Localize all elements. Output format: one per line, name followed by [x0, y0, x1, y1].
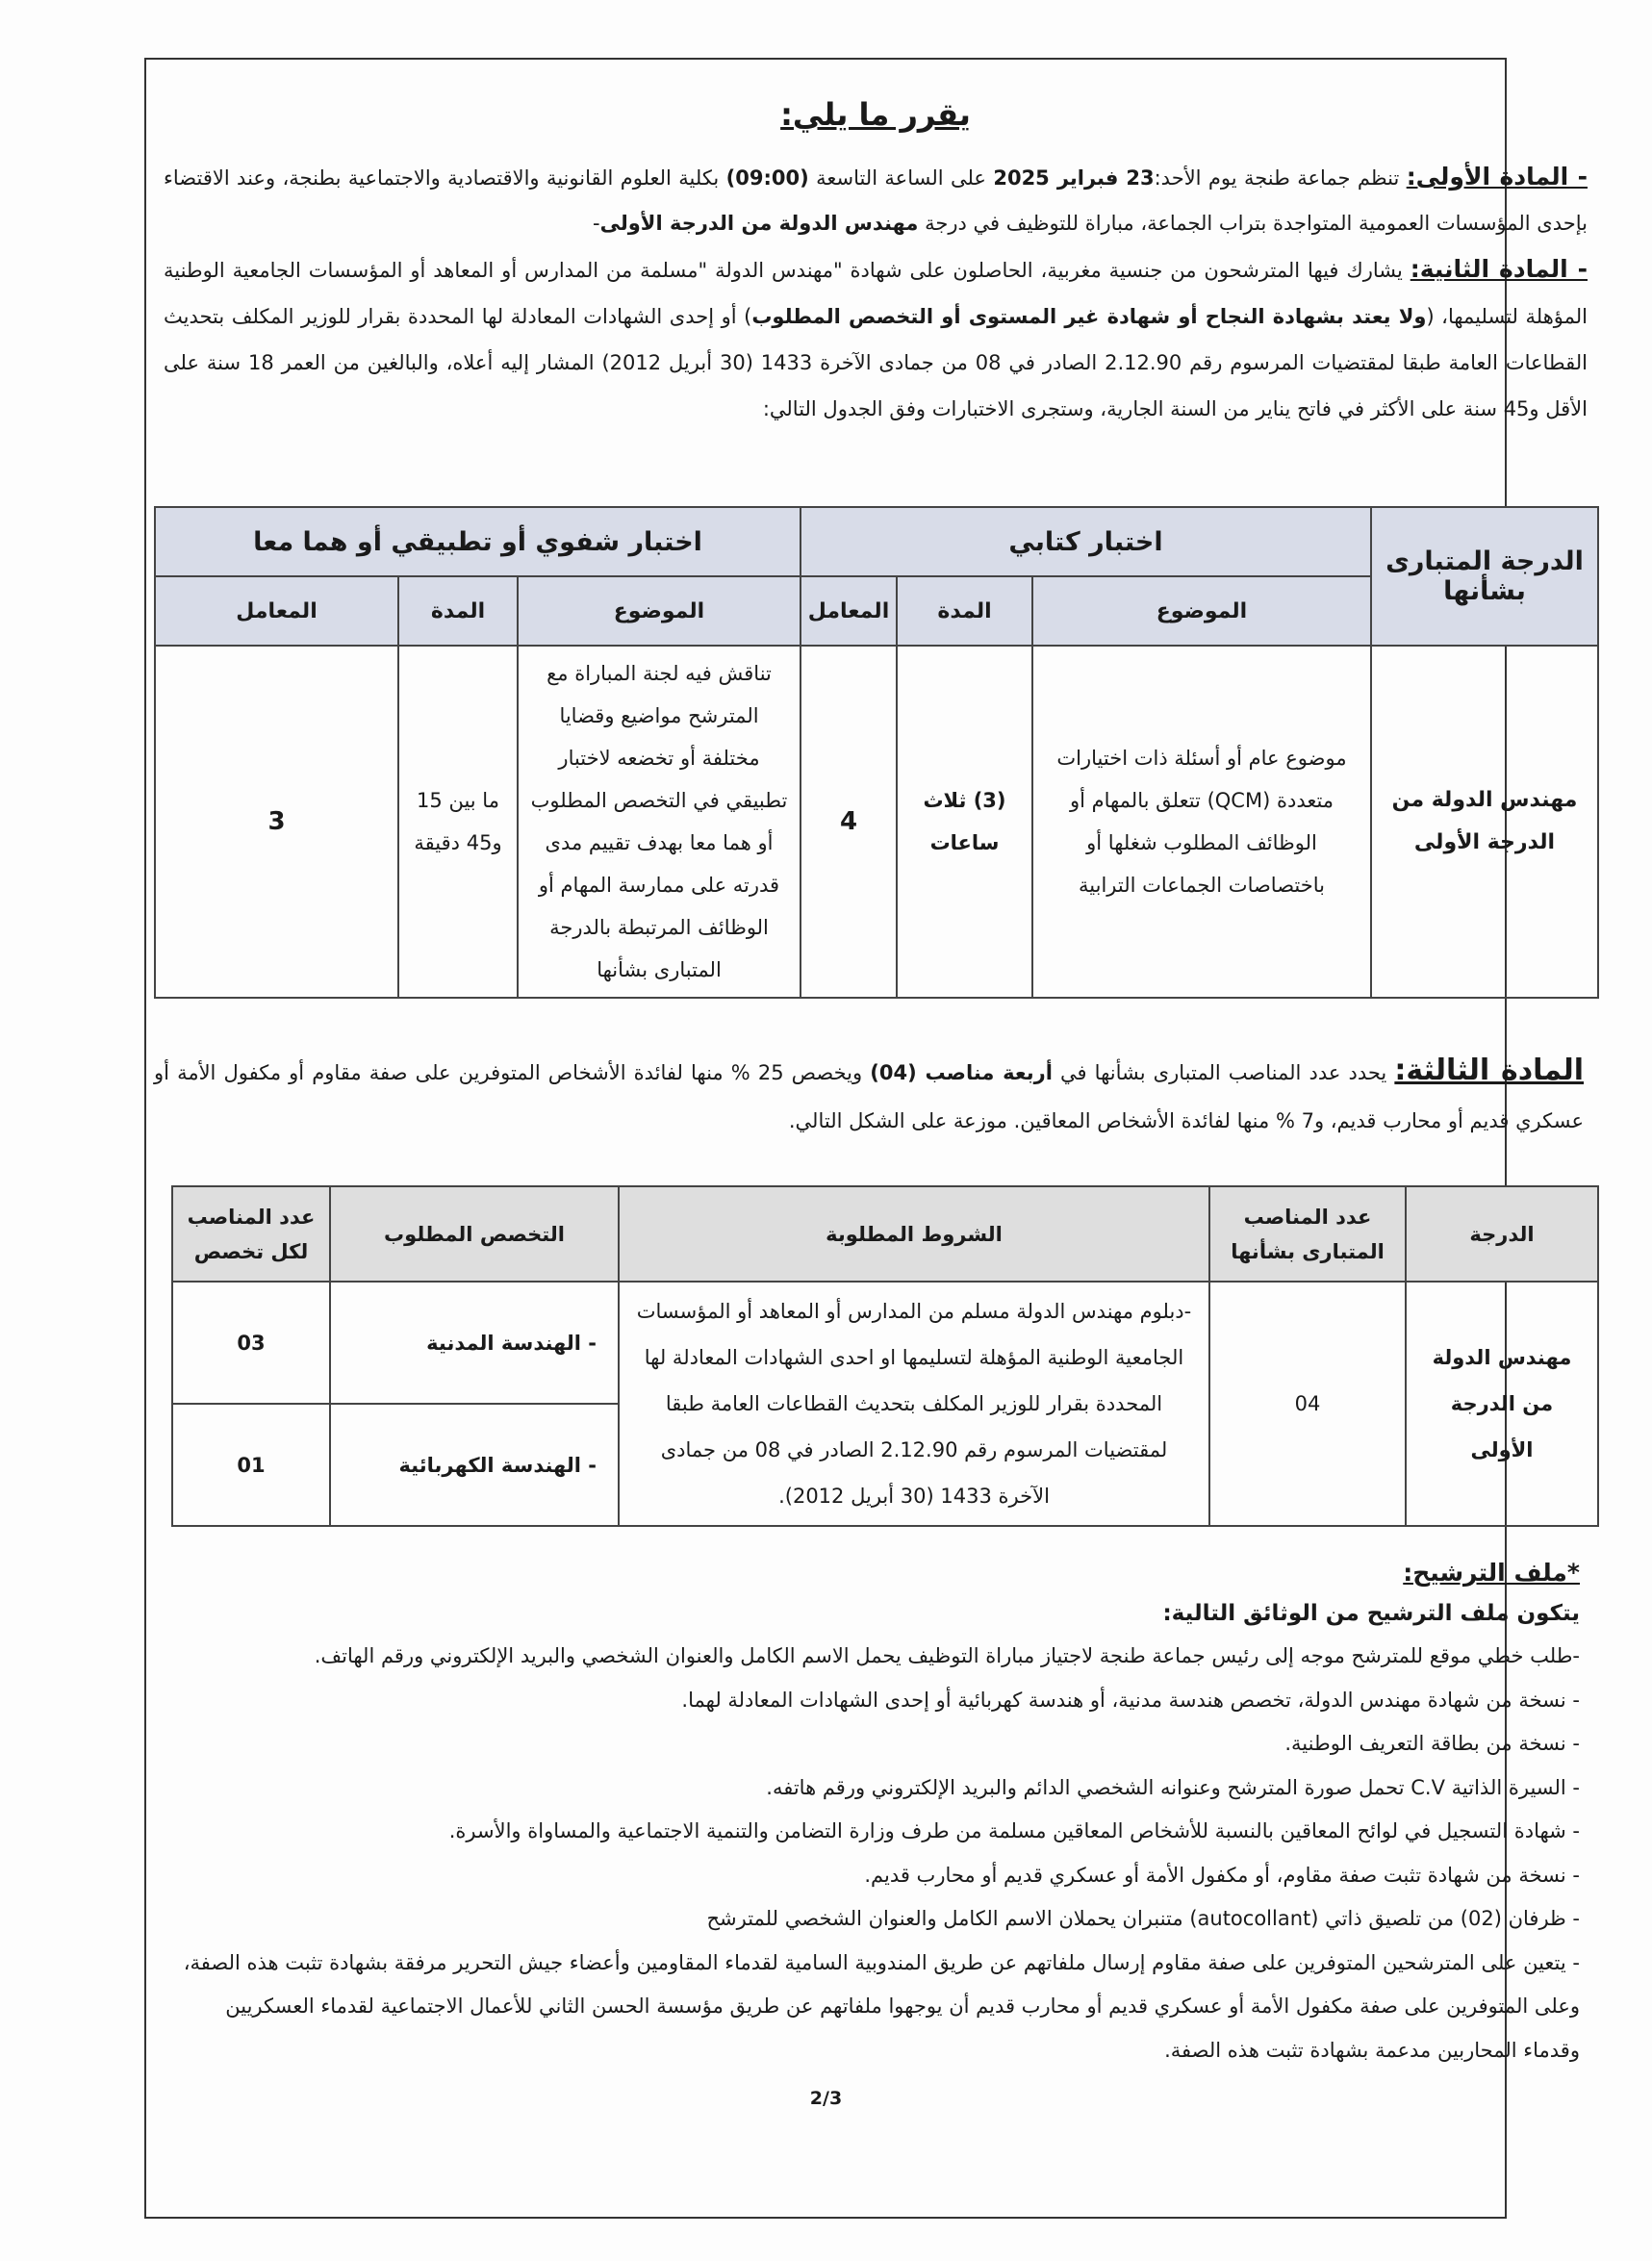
written-subject-header: الموضوع: [1032, 576, 1371, 646]
article-3-text: [154, 1047, 1584, 1145]
oral-coef-header: المعامل: [155, 576, 398, 646]
exam-table: [154, 506, 1599, 999]
article-1-label: - المادة الأولى:: [1406, 163, 1588, 191]
article-3-bold: أربعة مناصب (04): [870, 1061, 1053, 1084]
article-1-text-d: -: [593, 212, 600, 235]
written-exam-header: اختبار كتابي: [801, 507, 1371, 576]
written-duration-header: المدة: [897, 576, 1032, 646]
article-1-text-a: تنظم جماعة طنجة يوم الأحد:: [1154, 166, 1407, 190]
list-item: - شهادة التسجيل في لوائح المعاقين بالنسبة للأشخاص المعاقين مسلمة من طرف وزارة التضامن والتنمية الاجتماعية والمساواة والأسرة.: [448, 1819, 1580, 1842]
article-1-text-b: على الساعة التاسعة: [808, 166, 994, 190]
speciality-cell: - الهندسة الكهربائية: [330, 1404, 619, 1526]
article-2-label: - المادة الثانية:: [1410, 255, 1588, 283]
posts-cell: 04: [1209, 1282, 1406, 1526]
list-item: - نسخة من شهادة مهندس الدولة، تخصص هندسة مدنية، أو هندسة كهربائية أو إحدى الشهادات المعادلة لهما.: [681, 1688, 1580, 1712]
grade-col-header: الدرجة: [1406, 1186, 1598, 1282]
oral-duration-cell: ما بين 15 و45 دقيقة: [398, 646, 518, 998]
article-1-date: 23 فبراير 2025: [993, 166, 1155, 190]
article-2-bold: ولا يعتد بشهادة النجاح أو شهادة غير المستوى أو التخصص المطلوب: [751, 305, 1427, 328]
speciality-count-cell: 03: [172, 1282, 330, 1404]
grade-cell: مهندس الدولة من الدرجة الأولى: [1406, 1282, 1598, 1526]
list-item: - السيرة الذاتية C.V تحمل صورة المترشح وعنوانه الشخصي الدائم والبريد الإلكتروني ورقم هاتفه.: [766, 1775, 1580, 1799]
article-1: [164, 154, 1588, 246]
article-2-text-a: يشارك فيها المترشحون من جنسية مغربية، الحاصلون على شهادة "مهندس الدولة "مسلمة من المدارس أو المعاهد أو المؤسسات الجامعية الوطنية المؤهلة لتسليمها، (: [164, 259, 1588, 328]
written-coef-cell: 4: [801, 646, 897, 998]
grade-cell: مهندس الدولة من الدرجة الأولى: [1371, 646, 1598, 998]
document-body: [164, 67, 1588, 432]
article-3-label: المادة الثالثة:: [1394, 1054, 1585, 1087]
written-subject-cell: موضوع عام أو أسئلة ذات اختيارات متعددة (QCM) تتعلق بالمهام أو الوظائف المطلوب شغلها أو باختصاصات الجماعات الترابية: [1032, 646, 1371, 998]
posts-per-col-header: عدد المناصب لكل تخصص: [172, 1186, 330, 1282]
table-row: [172, 1282, 1598, 1404]
conditions-col-header: الشروط المطلوبة: [619, 1186, 1209, 1282]
article-2-text-b: ) أو إحدى الشهادات المعادلة لها المحددة بقرار للوزير المكلف بتحديث القطاعات العامة طبقا لمقتضيات المرسوم رقم 2.12.90 الصادر في 08 من جمادى الآخرة 1433 (30 أبريل 2012) المشار إليه أعلاه، والبالغين من العمر 18 سنة على الأقل و45 سنة على الأكثر في فاتح يناير من السنة الجارية، وستجرى الاختبارات وفق الجدول التالي:: [164, 305, 1588, 420]
list-item: - نسخة من بطاقة التعريف الوطنية.: [1284, 1732, 1580, 1755]
article-1-grade: مهندس الدولة من الدرجة الأولى: [599, 212, 919, 235]
grade-header: الدرجة المتبارى بشأنها: [1371, 507, 1598, 646]
written-coef-header: المعامل: [801, 576, 897, 646]
section-intro: يتكون ملف الترشيح من الوثائق التالية:: [1162, 1601, 1580, 1626]
oral-exam-header: اختبار شفوي أو تطبيقي أو هما معا: [155, 507, 801, 576]
conditions-cell: -دبلوم مهندس الدولة مسلم من المدارس أو المعاهد أو المؤسسات الجامعية الوطنية المؤهلة لتسليمها او احدى الشهادات المعادلة لها المحددة بقرار للوزير المكلف بتحديث القطاعات العامة طبقا لمقتضيات المرسوم رقم 2.12.90 الصادر في 08 من جمادى الآخرة 1433 (30 أبريل 2012).: [619, 1282, 1209, 1526]
application-file-section: [164, 1559, 1580, 2072]
page-number: 2/3: [809, 2088, 843, 2109]
oral-subject-header: الموضوع: [518, 576, 801, 646]
table-row: [155, 646, 1598, 998]
article-3-text-a: يحدد عدد المناصب المتبارى بشأنها في: [1052, 1061, 1395, 1084]
article-1-time: (09:00): [725, 166, 809, 190]
written-duration-cell: (3) ثلاث ساعات: [897, 646, 1032, 998]
posts-table: [171, 1185, 1599, 1527]
oral-duration-header: المدة: [398, 576, 518, 646]
list-item: - يتعين على المترشحين المتوفرين على صفة مقاوم إرسال ملفاتهم عن طريق المندوبية السامية لقدماء المقاومين وأعضاء جيش التحرير مرفقة بشهادة تثبت هذه الصفة، وعلى المتوفرين على صفة مكفول الأمة أو عسكري قديم أو محارب قديم أن يوجهوا ملفاتهم عن طريق مؤسسة الحسن الثاني للأعمال الاجتماعية لقدماء العسكريين وقدماء المحاربين مدعمة بشهادة تثبت هذه الصفة.: [183, 1950, 1580, 2062]
section-heading: *ملف الترشيح:: [1403, 1559, 1580, 1587]
list-item: -طلب خطي موقع للمترشح موجه إلى رئيس جماعة طنجة لاجتياز مباراة التوظيف يحمل الاسم الكامل والعنوان الشخصي والبريد الإلكتروني ورقم الهاتف.: [314, 1644, 1580, 1667]
speciality-count-cell: 01: [172, 1404, 330, 1526]
article-3: [154, 1047, 1584, 1145]
article-3-text-b: ويخصص 25 % منها لفائدة الأشخاص المتوفرين على صفة مقاوم أو مكفول الأمة أو عسكري قديم أو محارب قديم، و7 % منها لفائدة الأشخاص المعاقين. موزعة على الشكل التالي.: [154, 1061, 1584, 1132]
page-title: يقرر ما يلي:: [780, 96, 971, 133]
posts-col-header: عدد المناصب المتبارى بشأنها: [1209, 1186, 1406, 1282]
article-1-text-c: بكلية العلوم القانونية والاقتصادية والاجتماعية بطنجة، وعند الاقتضاء بإحدى المؤسسات العمومية المتواجدة بتراب الجماعة، مباراة للتوظيف في درجة: [164, 166, 1588, 235]
list-item: - ظرفان (02) من تلصيق ذاتي (autocollant) متنبران يحملان الاسم الكامل والعنوان الشخصي للمترشح: [706, 1907, 1580, 1930]
speciality-col-header: التخصص المطلوب: [330, 1186, 619, 1282]
oral-coef-cell: 3: [155, 646, 398, 998]
oral-subject-cell: تناقش فيه لجنة المباراة مع المترشح مواضيع وقضايا مختلفة أو تخضعه لاختبار تطبيقي في التخصص المطلوب أو هما معا بهدف تقييم مدى قدرته على ممارسة المهام أو الوظائف المرتبطة بالدرجة المتبارى بشأنها: [518, 646, 801, 998]
article-2: [164, 246, 1588, 432]
speciality-cell: - الهندسة المدنية: [330, 1282, 619, 1404]
list-item: - نسخة من شهادة تثبت صفة مقاوم، أو مكفول الأمة أو عسكري قديم أو محارب قديم.: [864, 1863, 1580, 1887]
